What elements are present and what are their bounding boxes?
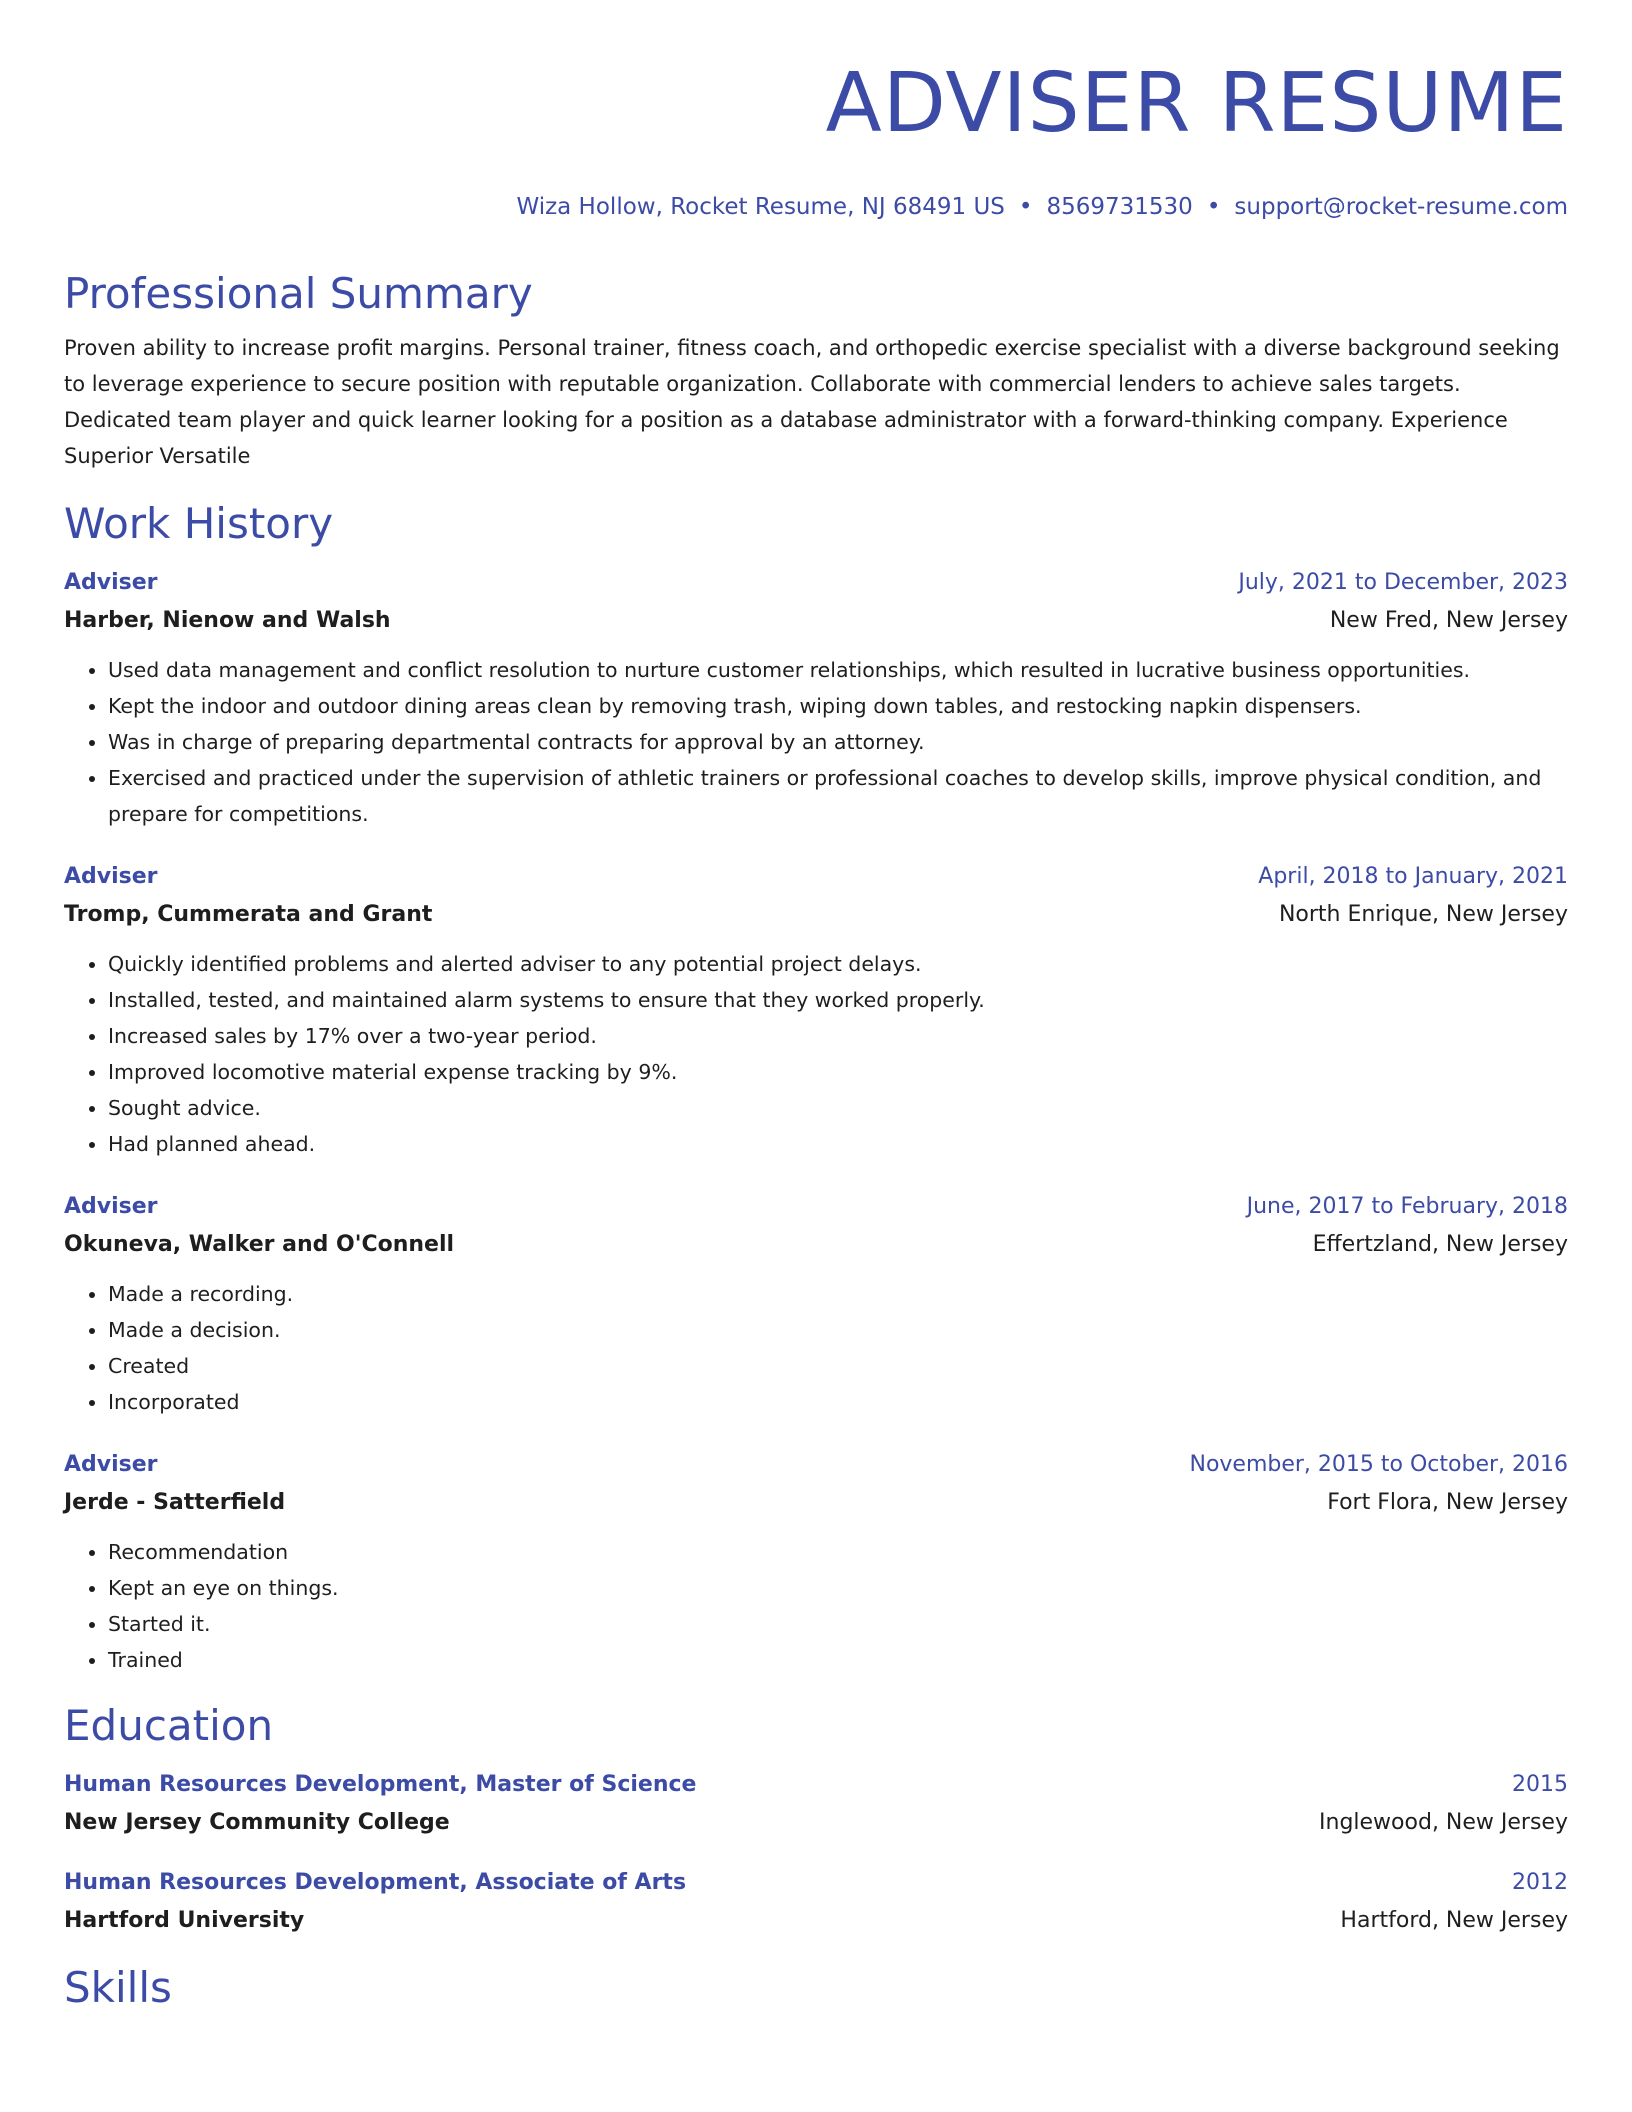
job-dates: November, 2015 to October, 2016 [1189,1452,1568,1477]
degree: Human Resources Development, Associate of Arts [64,1870,687,1895]
skills-heading: Skills [64,1963,172,2012]
bullet-item: • Trained [108,1642,1568,1678]
education-entry [64,1864,1568,1940]
job-bullets [64,1276,1568,1420]
resume-title: ADVISER RESUME [825,56,1568,151]
bullet-item: • Kept an eye on things. [108,1570,1568,1606]
summary-heading: Professional Summary [64,269,533,318]
job-location: North Enrique, New Jersey [1278,902,1568,927]
bullet-item: • Used data management and conflict resolution to nurture customer relationships, which resulted in lucrative business opportunities. [108,652,1568,688]
bullet-item: • Made a recording. [108,1276,1568,1312]
job-entry [64,1446,1568,1678]
bullet-item: • Increased sales by 17% over a two-year period. [108,1018,1568,1054]
job-location: Fort Flora, New Jersey [1327,1490,1568,1515]
contact-email: support@rocket-resume.com [1234,194,1568,220]
job-bullets [64,946,1568,1162]
bullet-item: • Incorporated [108,1384,1568,1420]
bullet-item: • Quickly identified problems and alerted adviser to any potential project delays. [108,946,1568,982]
job-employer: Tromp, Cummerata and Grant [64,902,433,927]
job-location: Effertzland, New Jersey [1312,1232,1568,1257]
job-employer: Harber, Nienow and Walsh [64,608,391,633]
school-location: Hartford, New Jersey [1340,1908,1568,1933]
graduation-year: 2012 [1512,1870,1568,1895]
contact-separator: • [1206,194,1221,220]
degree: Human Resources Development, Master of Science [64,1772,697,1797]
bullet-item: • Exercised and practiced under the supervision of athletic trainers or professional coaches to develop skills, improve physical condition, and prepare for competitions. [108,760,1568,832]
job-dates: April, 2018 to January, 2021 [1258,864,1568,889]
education-heading: Education [64,1701,274,1750]
job-employer: Jerde - Satterfield [64,1490,286,1515]
job-title: Adviser [64,864,158,889]
job-dates: July, 2021 to December, 2023 [1238,570,1568,595]
contact-separator: • [1018,194,1033,220]
bullet-item: • Recommendation [108,1534,1568,1570]
bullet-item: • Kept the indoor and outdoor dining areas clean by removing trash, wiping down tables, and restocking napkin dispensers. [108,688,1568,724]
job-dates: June, 2017 to February, 2018 [1246,1194,1568,1219]
bullet-item: • Made a decision. [108,1312,1568,1348]
job-location: New Fred, New Jersey [1329,608,1568,633]
work-history-heading: Work History [64,499,334,548]
job-bullets [64,1534,1568,1678]
school-location: Inglewood, New Jersey [1319,1810,1568,1835]
bullet-item: • Had planned ahead. [108,1126,1568,1162]
job-entry [64,858,1568,1162]
job-employer: Okuneva, Walker and O'Connell [64,1232,455,1257]
bullet-item: • Was in charge of preparing departmental contracts for approval by an attorney. [108,724,1568,760]
contact-line [64,192,1568,222]
bullet-item: • Started it. [108,1606,1568,1642]
summary-text: Proven ability to increase profit margins. Personal trainer, fitness coach, and orthopedic exercise specialist with a diverse background seeking to leverage experience to secure position with reputable organization. Collaborate with commercial lenders to achieve sales targets. Dedicated team player and quick learner looking for a position as a database administrator with a forward-thinking company. Experience Superior Versatile [64,336,1560,468]
job-entry [64,564,1568,832]
contact-address: Wiza Hollow, Rocket Resume, NJ 68491 US [516,194,1005,220]
school-name: New Jersey Community College [64,1810,450,1835]
bullet-item: • Created [108,1348,1568,1384]
bullet-item: • Installed, tested, and maintained alarm systems to ensure that they worked properly. [108,982,1568,1018]
education-entry [64,1766,1568,1842]
job-title: Adviser [64,1194,158,1219]
contact-phone: 8569731530 [1046,194,1193,220]
bullet-item: • Sought advice. [108,1090,1568,1126]
graduation-year: 2015 [1512,1772,1568,1797]
job-title: Adviser [64,570,158,595]
school-name: Hartford University [64,1908,305,1933]
bullet-item: • Improved locomotive material expense tracking by 9%. [108,1054,1568,1090]
job-title: Adviser [64,1452,158,1477]
job-bullets [64,652,1568,832]
job-entry [64,1188,1568,1420]
